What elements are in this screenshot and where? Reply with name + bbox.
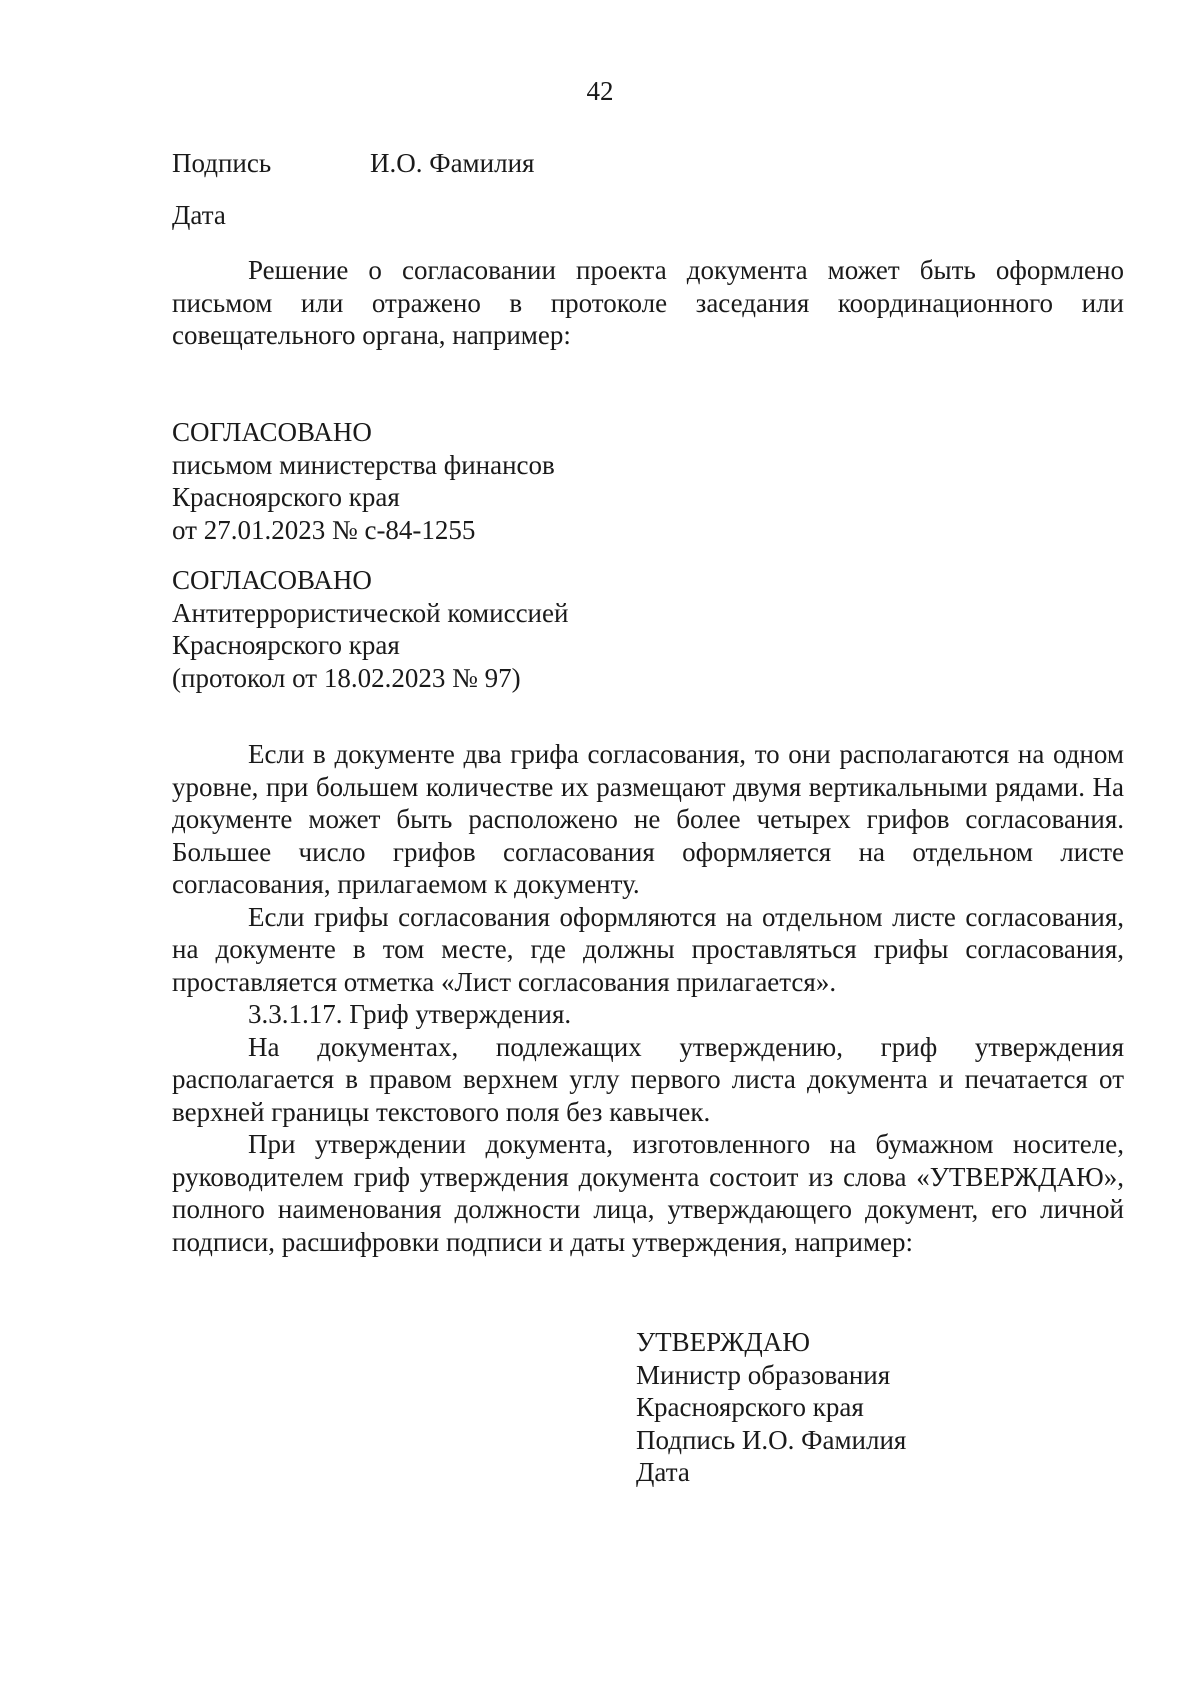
stamp-line: Красноярского края bbox=[172, 482, 400, 512]
stamp-line: Дата bbox=[636, 1457, 690, 1487]
stamp-line: Красноярского края bbox=[636, 1392, 864, 1422]
stamp-line: Министр образования bbox=[636, 1359, 891, 1390]
page-number: 42 bbox=[586, 76, 614, 106]
signatory-name: И.О. Фамилия bbox=[370, 148, 535, 178]
approval-stamp-commission bbox=[172, 564, 568, 694]
stamp-title: СОГЛАСОВАНО bbox=[172, 565, 372, 595]
approve-stamp bbox=[636, 1326, 906, 1489]
stamp-line: Антитеррористической комиссией bbox=[172, 597, 569, 628]
paragraph: Если в документе два грифа согласования, то они располагаются на одном уровне, при большем количестве их размещают двумя вертикальными рядами. На документе может быть расположено не более четырех грифов согласования. Большее число грифов согласования оформляется на отдельном листе согласования, прилагаемом к документу. bbox=[172, 739, 1124, 899]
paragraph: Если грифы согласования оформляются на отдельном листе согласования, на документе в том месте, где должны проставляться грифы согласования, проставляется отметка «Лист согласования прилагается». bbox=[172, 901, 1124, 997]
intro-paragraph: Решение о согласовании проекта документа может быть оформлено письмом или отражено в протоколе заседания координационного или совещательного органа, например: bbox=[172, 255, 1124, 350]
stamp-line: от 27.01.2023 № с-84-1255 bbox=[172, 514, 476, 545]
signature-date: Дата bbox=[172, 200, 226, 230]
stamp-line: (протокол от 18.02.2023 № 97) bbox=[172, 662, 521, 693]
stamp-line: Красноярского края bbox=[172, 630, 400, 660]
intro-section bbox=[172, 254, 1124, 352]
approval-stamp-finance bbox=[172, 416, 555, 546]
stamp-title: УТВЕРЖДАЮ bbox=[636, 1327, 811, 1357]
stamp-line: Подпись И.О. Фамилия bbox=[636, 1424, 907, 1455]
signature-label: Подпись bbox=[172, 148, 272, 178]
paragraph: На документах, подлежащих утверждению, гриф утверждения располагается в правом верхнем углу первого листа документа и печатается от верхней границы текстового поля без кавычек. bbox=[172, 1031, 1124, 1127]
stamp-line: письмом министерства финансов bbox=[172, 449, 555, 480]
section-heading: 3.3.1.17. Гриф утверждения. bbox=[248, 999, 572, 1029]
stamp-title: СОГЛАСОВАНО bbox=[172, 417, 372, 447]
main-text bbox=[172, 738, 1124, 1258]
signature-line bbox=[172, 148, 535, 179]
paragraph: При утверждении документа, изготовленного на бумажном носителе, руководителем гриф утверждения документа состоит из слова «УТВЕРЖДАЮ», полного наименования должности лица, утверждающего документ, его личной подписи, расшифровки подписи и даты утверждения, например: bbox=[172, 1129, 1124, 1257]
